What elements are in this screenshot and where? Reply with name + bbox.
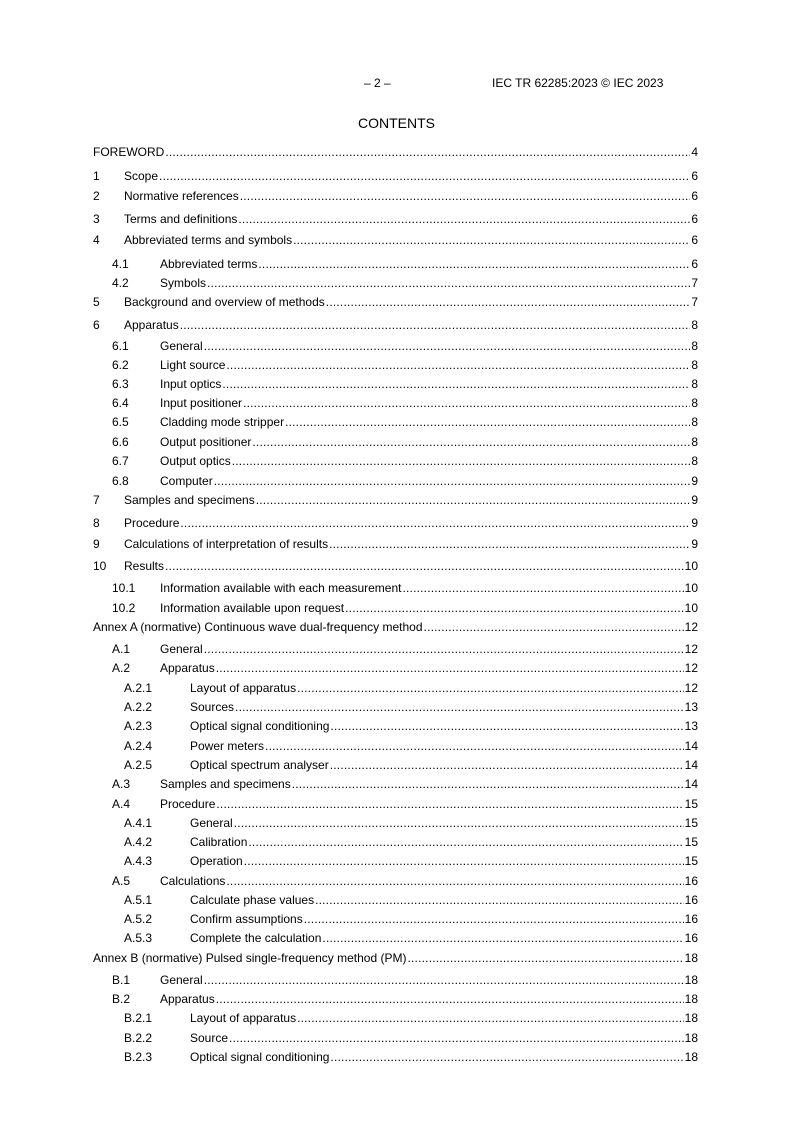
dot-leader xyxy=(234,816,684,831)
toc-entry-page: 15 xyxy=(684,816,698,830)
toc-entry-page: 15 xyxy=(684,854,698,868)
toc-entry-page: 10 xyxy=(684,559,698,573)
toc-entry[interactable] xyxy=(0,874,793,889)
toc-entry-page: 8 xyxy=(691,339,698,353)
toc-entry[interactable] xyxy=(0,777,793,792)
toc-entry[interactable] xyxy=(0,276,793,291)
toc-entry-label: Symbols xyxy=(160,276,207,290)
toc-entry-label: Abbreviated terms xyxy=(160,257,258,271)
toc-entry-number: A.5.1 xyxy=(124,893,153,907)
toc-entry[interactable] xyxy=(0,377,793,392)
toc-entry-number: A.2.4 xyxy=(124,739,153,753)
toc-entry[interactable] xyxy=(0,415,793,430)
toc-entry-number: A.5.3 xyxy=(124,931,153,945)
toc-entry[interactable] xyxy=(0,661,793,676)
toc-entry-label: Optical signal conditioning xyxy=(190,719,330,733)
dot-leader xyxy=(304,912,684,927)
toc-entry-number: 8 xyxy=(93,516,100,530)
toc-entry-page: 8 xyxy=(691,415,698,429)
toc-entry-label: Layout of apparatus xyxy=(190,1011,297,1025)
toc-entry-page: 14 xyxy=(684,739,698,753)
toc-entry-page: 15 xyxy=(684,797,698,811)
toc-entry-number: 6.1 xyxy=(112,339,129,353)
toc-entry-number: B.2.2 xyxy=(124,1031,153,1045)
toc-entry-number: B.1 xyxy=(112,973,131,987)
toc-entry-number: A.2.1 xyxy=(124,681,153,695)
toc-entry-number: 6.4 xyxy=(112,396,129,410)
dot-leader xyxy=(252,435,690,450)
toc-entry-label: Background and overview of methods xyxy=(124,295,325,309)
dot-leader xyxy=(229,1031,684,1046)
dot-leader xyxy=(285,415,690,430)
dot-leader xyxy=(238,212,690,227)
toc-entry-page: 9 xyxy=(691,474,698,488)
toc-entry-number: 6.5 xyxy=(112,415,129,429)
dot-leader xyxy=(226,358,690,373)
toc-entry[interactable] xyxy=(0,700,793,715)
toc-entry-label: Calibration xyxy=(190,835,248,849)
dot-leader xyxy=(292,777,684,792)
toc-entry-label: Input positioner xyxy=(160,396,243,410)
toc-entry[interactable] xyxy=(0,1011,793,1026)
toc-entry-number: 5 xyxy=(93,295,100,309)
toc-entry-number: A.2.3 xyxy=(124,719,153,733)
toc-entry-label: Scope xyxy=(124,169,159,183)
toc-entry-page: 18 xyxy=(684,992,698,1006)
toc-entry-page: 14 xyxy=(684,758,698,772)
toc-entry-number: A.1 xyxy=(112,642,131,656)
dot-leader xyxy=(244,854,684,869)
toc-entry[interactable] xyxy=(0,601,793,616)
toc-entry-page: 6 xyxy=(691,169,698,183)
dot-leader xyxy=(232,454,691,469)
toc-entry[interactable] xyxy=(0,474,793,489)
toc-entry[interactable] xyxy=(0,835,793,850)
toc-entry[interactable] xyxy=(0,1050,793,1065)
toc-entry-page: 10 xyxy=(684,601,698,615)
dot-leader xyxy=(256,493,691,508)
toc-entry-label: Results xyxy=(124,559,165,573)
dot-leader xyxy=(258,257,690,272)
toc-entry-page: 8 xyxy=(691,454,698,468)
toc-entry-label: Apparatus xyxy=(160,661,215,675)
toc-entry[interactable] xyxy=(0,435,793,450)
toc-entry-number: 4 xyxy=(93,233,100,247)
toc-entry-label: Normative references xyxy=(124,189,239,203)
dot-leader xyxy=(345,601,684,616)
dot-leader xyxy=(330,758,684,773)
toc-entry-number: 1 xyxy=(93,169,100,183)
toc-entry[interactable] xyxy=(0,854,793,869)
dot-leader xyxy=(265,739,684,754)
toc-entry-page: 13 xyxy=(684,719,698,733)
toc-entry-page: 8 xyxy=(691,377,698,391)
toc-entry-number: A.5.2 xyxy=(124,912,153,926)
dot-leader xyxy=(235,700,684,715)
toc-entry[interactable] xyxy=(0,581,793,596)
toc-entry[interactable] xyxy=(0,1031,793,1046)
toc-entry-number: A.4.1 xyxy=(124,816,153,830)
toc-entry[interactable] xyxy=(0,739,793,754)
dot-leader xyxy=(216,797,683,812)
toc-entry-number: 10.2 xyxy=(112,601,136,615)
toc-entry-number: 4.1 xyxy=(112,257,129,271)
toc-entry-label: Output optics xyxy=(160,454,231,468)
toc-entry-label: Annex B (normative) Pulsed single-frequency method (PM) xyxy=(93,951,407,965)
toc-entry-number: 9 xyxy=(93,537,100,551)
dot-leader xyxy=(180,318,691,333)
toc-entry-label: Complete the calculation xyxy=(190,931,322,945)
toc-entry-number: A.3 xyxy=(112,777,131,791)
toc-entry[interactable] xyxy=(0,145,793,160)
toc-entry-page: 12 xyxy=(684,642,698,656)
dot-leader xyxy=(204,339,691,354)
toc-entry-label: Calculations xyxy=(160,874,226,888)
toc-entry-label: Power meters xyxy=(190,739,265,753)
toc-entry-label: Operation xyxy=(190,854,243,868)
toc-entry-page: 16 xyxy=(684,912,698,926)
toc-entry-label: General xyxy=(160,339,203,353)
toc-entry-label: Apparatus xyxy=(124,318,179,332)
dot-leader xyxy=(402,581,683,596)
toc-entry-number: 6 xyxy=(93,318,100,332)
toc-entry-page: 12 xyxy=(684,620,698,634)
document-id: IEC TR 62285:2023 © IEC 2023 xyxy=(492,76,664,90)
toc-entry-page: 9 xyxy=(691,493,698,507)
toc-entry-number: A.2 xyxy=(112,661,131,675)
toc-entry-label: Samples and specimens xyxy=(160,777,291,791)
dot-leader xyxy=(330,719,683,734)
toc-entry-label: Optical spectrum analyser xyxy=(190,758,329,772)
toc-entry-number: B.2.3 xyxy=(124,1050,153,1064)
toc-entry[interactable] xyxy=(0,318,793,333)
toc-entry-number: 10.1 xyxy=(112,581,136,595)
toc-entry-page: 6 xyxy=(691,189,698,203)
dot-leader xyxy=(248,835,683,850)
toc-entry-page: 7 xyxy=(691,295,698,309)
toc-entry-number: A.4.3 xyxy=(124,854,153,868)
toc-entry-label: Light source xyxy=(160,358,226,372)
toc-entry-page: 9 xyxy=(691,516,698,530)
toc-entry-page: 13 xyxy=(684,700,698,714)
toc-entry-page: 12 xyxy=(684,681,698,695)
toc-entry-label: Annex A (normative) Continuous wave dual-frequency method xyxy=(93,620,423,634)
toc-entry-number: B.2.1 xyxy=(124,1011,153,1025)
page-number: – 2 – xyxy=(364,76,391,90)
toc-entry-label: Calculate phase values xyxy=(190,893,315,907)
toc-entry[interactable] xyxy=(0,257,793,272)
dot-leader xyxy=(330,1050,683,1065)
toc-entry-number: 6.3 xyxy=(112,377,129,391)
toc-entry-number: 2 xyxy=(93,189,100,203)
toc-entry-page: 7 xyxy=(691,276,698,290)
toc-entry-page: 9 xyxy=(691,537,698,551)
toc-entry[interactable] xyxy=(0,189,793,204)
toc-entry[interactable] xyxy=(0,559,793,574)
toc-entry-page: 16 xyxy=(684,874,698,888)
toc-entry-number: A.2.2 xyxy=(124,700,153,714)
toc-entry-label: Output positioner xyxy=(160,435,252,449)
dot-leader xyxy=(407,951,683,966)
toc-entry[interactable] xyxy=(0,295,793,310)
toc-entry-label: Abbreviated terms and symbols xyxy=(124,233,293,247)
dot-leader xyxy=(214,474,691,489)
toc-entry-page: 4 xyxy=(691,145,698,159)
dot-leader xyxy=(322,931,683,946)
dot-leader xyxy=(204,642,684,657)
toc-entry-page: 10 xyxy=(684,581,698,595)
dot-leader xyxy=(204,973,684,988)
dot-leader xyxy=(226,874,683,889)
toc-entry-label: Confirm assumptions xyxy=(190,912,303,926)
toc-entry-page: 6 xyxy=(691,233,698,247)
toc-entry[interactable] xyxy=(0,212,793,227)
dot-leader xyxy=(222,377,690,392)
toc-entry-page: 6 xyxy=(691,212,698,226)
toc-entry-label: Source xyxy=(190,1031,229,1045)
toc-entry-label: Cladding mode stripper xyxy=(160,415,285,429)
toc-entry-label: Layout of apparatus xyxy=(190,681,297,695)
toc-entry[interactable] xyxy=(0,169,793,184)
toc-entry[interactable] xyxy=(0,719,793,734)
toc-entry-number: 6.8 xyxy=(112,474,129,488)
toc-entry[interactable] xyxy=(0,797,793,812)
toc-entry-label: Apparatus xyxy=(160,992,215,1006)
toc-entry-number: 6.7 xyxy=(112,454,129,468)
dot-leader xyxy=(165,145,690,160)
toc-entry-page: 8 xyxy=(691,358,698,372)
toc-entry-page: 12 xyxy=(684,661,698,675)
toc-entry-label: Samples and specimens xyxy=(124,493,255,507)
dot-leader xyxy=(216,661,684,676)
toc-entry-page: 16 xyxy=(684,931,698,945)
toc-entry[interactable] xyxy=(0,396,793,411)
toc-entry[interactable] xyxy=(0,893,793,908)
toc-entry-label: Procedure xyxy=(160,797,216,811)
toc-entry-label: Information available with each measurement xyxy=(160,581,402,595)
toc-entry-page: 8 xyxy=(691,318,698,332)
toc-entry-page: 8 xyxy=(691,435,698,449)
toc-entry-label: General xyxy=(160,973,203,987)
toc-entry-label: Computer xyxy=(160,474,213,488)
toc-entry-label: FOREWORD xyxy=(93,145,165,159)
dot-leader xyxy=(297,681,684,696)
toc-entry-number: 6.6 xyxy=(112,435,129,449)
toc-entry-number: A.4 xyxy=(112,797,131,811)
dot-leader xyxy=(297,1011,684,1026)
toc-entry[interactable] xyxy=(0,912,793,927)
toc-entry[interactable] xyxy=(0,339,793,354)
toc-entry[interactable] xyxy=(0,816,793,831)
toc-entry[interactable] xyxy=(0,931,793,946)
toc-entry-label: General xyxy=(190,816,233,830)
dot-leader xyxy=(326,295,691,310)
toc-entry[interactable] xyxy=(0,516,793,531)
dot-leader xyxy=(180,516,690,531)
toc-entry-page: 18 xyxy=(684,1011,698,1025)
toc-entry-page: 6 xyxy=(691,257,698,271)
toc-entry-label: General xyxy=(160,642,203,656)
toc-entry[interactable] xyxy=(0,537,793,552)
toc-entry-label: Information available upon request xyxy=(160,601,345,615)
toc-entry-page: 15 xyxy=(684,835,698,849)
toc-entry-page: 18 xyxy=(684,951,698,965)
toc-entry-page: 18 xyxy=(684,973,698,987)
toc-entry-number: 7 xyxy=(93,493,100,507)
toc-entry-label: Terms and definitions xyxy=(124,212,238,226)
toc-entry-page: 18 xyxy=(684,1050,698,1064)
toc-entry[interactable] xyxy=(0,233,793,248)
dot-leader xyxy=(424,620,684,635)
toc-entry-number: 3 xyxy=(93,212,100,226)
toc-entry-page: 8 xyxy=(691,396,698,410)
dot-leader xyxy=(243,396,690,411)
toc-entry-label: Optical signal conditioning xyxy=(190,1050,330,1064)
toc-entry-number: 10 xyxy=(93,559,107,573)
toc-entry-number: A.4.2 xyxy=(124,835,153,849)
toc-entry[interactable] xyxy=(0,493,793,508)
toc-entry-number: 6.2 xyxy=(112,358,129,372)
toc-entry[interactable] xyxy=(0,642,793,657)
dot-leader xyxy=(165,559,684,574)
toc-entry[interactable] xyxy=(0,454,793,469)
toc-entry-page: 14 xyxy=(684,777,698,791)
toc-entry[interactable] xyxy=(0,681,793,696)
toc-entry[interactable] xyxy=(0,758,793,773)
toc-entry[interactable] xyxy=(0,358,793,373)
toc-entry-label: Calculations of interpretation of results xyxy=(124,537,329,551)
dot-leader xyxy=(329,537,690,552)
toc-entry-label: Procedure xyxy=(124,516,180,530)
toc-entry-label: Sources xyxy=(190,700,235,714)
toc-entry-label: Input optics xyxy=(160,377,222,391)
toc-entry[interactable] xyxy=(0,973,793,988)
toc-entry[interactable] xyxy=(0,951,793,966)
toc-entry-number: A.5 xyxy=(112,874,131,888)
dot-leader xyxy=(293,233,690,248)
toc-entry-number: A.2.5 xyxy=(124,758,153,772)
dot-leader xyxy=(240,189,691,204)
dot-leader xyxy=(207,276,690,291)
page-title: CONTENTS xyxy=(358,115,435,131)
toc-entry-number: 4.2 xyxy=(112,276,129,290)
dot-leader xyxy=(159,169,690,184)
toc-entry-page: 16 xyxy=(684,893,698,907)
toc-entry-number: B.2 xyxy=(112,992,131,1006)
dot-leader xyxy=(315,893,684,908)
toc-entry-page: 18 xyxy=(684,1031,698,1045)
toc-entry[interactable] xyxy=(0,620,793,635)
dot-leader xyxy=(216,992,684,1007)
toc-entry[interactable] xyxy=(0,992,793,1007)
